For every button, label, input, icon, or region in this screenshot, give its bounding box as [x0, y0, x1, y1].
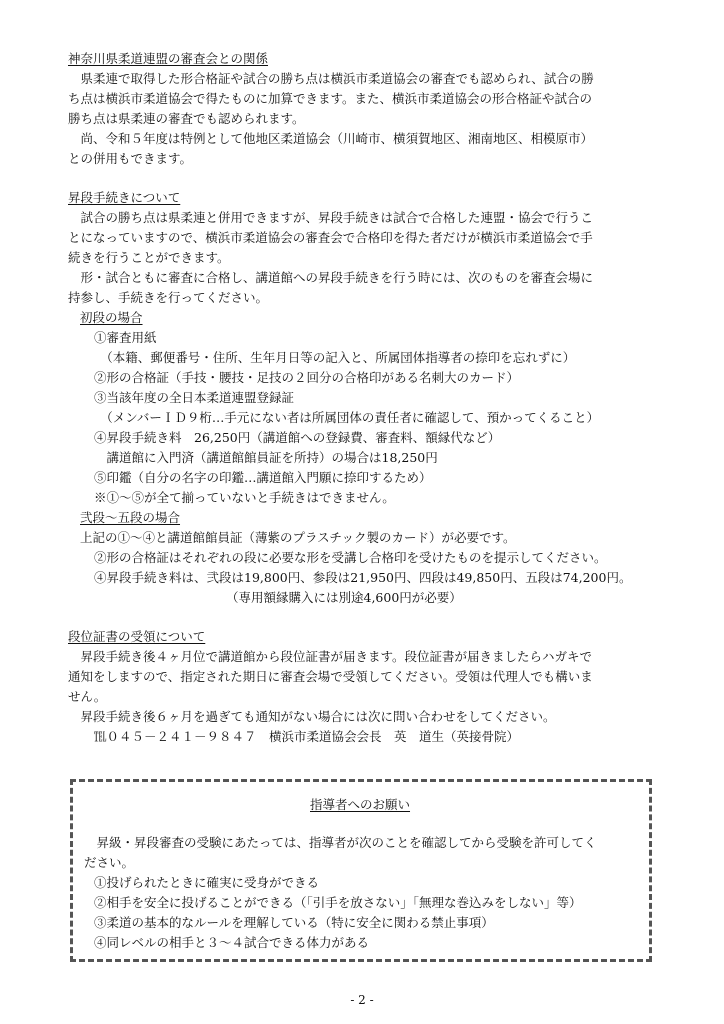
section1-heading: 神奈川県柔道連盟の審査会との関係: [68, 51, 269, 66]
section3-line: せん。: [68, 689, 107, 704]
section3-line: 昇段手続き後６ヶ月を過ぎても通知がない場合には次に問い合わせをしてください。: [68, 709, 556, 724]
shodan-item: （メンバーＩＤ９桁…手元にない者は所属団体の責任者に確認して、預かってくること）: [94, 410, 600, 425]
shodan-item: ※①～⑤が全て揃っていないと手続きはできません。: [94, 490, 395, 505]
shodan-item: 講道館に入門済（講道館館員証を所持）の場合は18,250円: [94, 450, 438, 465]
nidan-item: （専用額縁購入には別途4,600円が必要）: [226, 590, 462, 605]
notice-line: 昇級・昇段審査の受験にあたっては、指導者が次のことを確認してから受験を許可してく: [84, 835, 597, 850]
section2-line: 試合の勝ち点は県柔連と併用できますが、昇段手続きは試合で合格した連盟・協会で行うこ: [68, 210, 594, 225]
nidan-item: ④昇段手続き料は、弐段は19,800円、参段は21,950円、四段は49,850円、五段は74,200円。: [94, 570, 632, 585]
shodan-item: ③当該年度の全日本柔道連盟登録証: [94, 390, 295, 405]
section1-line: ち点は横浜市柔道協会で得たものに加算できます。また、横浜市柔道協会の形合格証や試合の: [68, 91, 593, 106]
notice-title: 指導者へのお願い: [310, 797, 411, 812]
section2-line: 続きを行うことができます。: [68, 250, 230, 265]
shodan-item: ①審査用紙: [94, 330, 157, 345]
page-number: - 2 -: [350, 993, 374, 1007]
section1-line: 県柔連で取得した形合格証や試合の勝ち点は横浜市柔道協会の審査でも認められ、試合の勝: [68, 71, 594, 86]
section1-line: 尚、令和５年度は特例として他地区柔道協会（川崎市、横須賀地区、湘南地区、相模原市）: [68, 131, 594, 146]
notice-item: ③柔道の基本的なルールを理解している（特に安全に関わる禁止事項）: [94, 915, 494, 930]
shodan-item: ⑤印鑑（自分の名字の印鑑…講道館入門願に捺印するため）: [94, 470, 432, 485]
section1-line: との併用もできます。: [68, 151, 193, 166]
section2-line: 持参し、手続きを行ってください。: [68, 290, 269, 305]
notice-item: ②相手を安全に投げることができる（「引手を放さない」「無理な巻込みをしない」等）: [94, 895, 582, 910]
contact-line: ℡０４５－２４１－９８４７ 横浜市柔道協会会長 英 道生（英接骨院）: [94, 729, 520, 744]
nidan-heading: 弐段～五段の場合: [80, 510, 181, 525]
section2-line: とになっていますので、横浜市柔道協会の審査会で合格印を得た者だけが横浜市柔道協会で手: [68, 230, 593, 245]
section2-line: 形・試合ともに審査に合格し、講道館への昇段手続きを行う時には、次のものを審査会場に: [68, 270, 594, 285]
section3-line: 昇段手続き後４ヶ月位で講道館から段位証書が届きます。段位証書が届きましたらハガキで: [68, 649, 593, 664]
notice-item: ④同レベルの相手と３～４試合できる体力がある: [94, 935, 370, 950]
section1-line: 勝ち点は県柔連の審査でも認められます。: [68, 111, 305, 126]
notice-item: ①投げられたときに確実に受身ができる: [94, 875, 320, 890]
section3-heading: 段位証書の受領について: [68, 629, 206, 644]
shodan-item: （本籍、郵便番号・住所、生年月日等の記入と、所属団体指導者の捺印を忘れずに）: [94, 350, 576, 365]
shodan-heading: 初段の場合: [80, 310, 143, 325]
shodan-item: ②形の合格証（手技・腰技・足技の２回分の合格印がある名刺大のカード）: [94, 370, 520, 385]
nidan-item: ②形の合格証はそれぞれの段に必要な形を受講し合格印を受けたものを提示してください。: [94, 550, 607, 565]
notice-line: ださい。: [84, 855, 135, 870]
section2-heading: 昇段手続きについて: [68, 190, 181, 205]
nidan-item: 上記の①～④と講道館館員証（薄紫のプラスチック製のカード）が必要です。: [80, 530, 516, 545]
shodan-item: ④昇段手続き料 26,250円（講道館への登録費、審査料、額縁代など）: [94, 430, 501, 445]
section3-line: 通知をしますので、指定された期日に審査会場で受領してください。受領は代理人でも構いま: [68, 669, 593, 684]
